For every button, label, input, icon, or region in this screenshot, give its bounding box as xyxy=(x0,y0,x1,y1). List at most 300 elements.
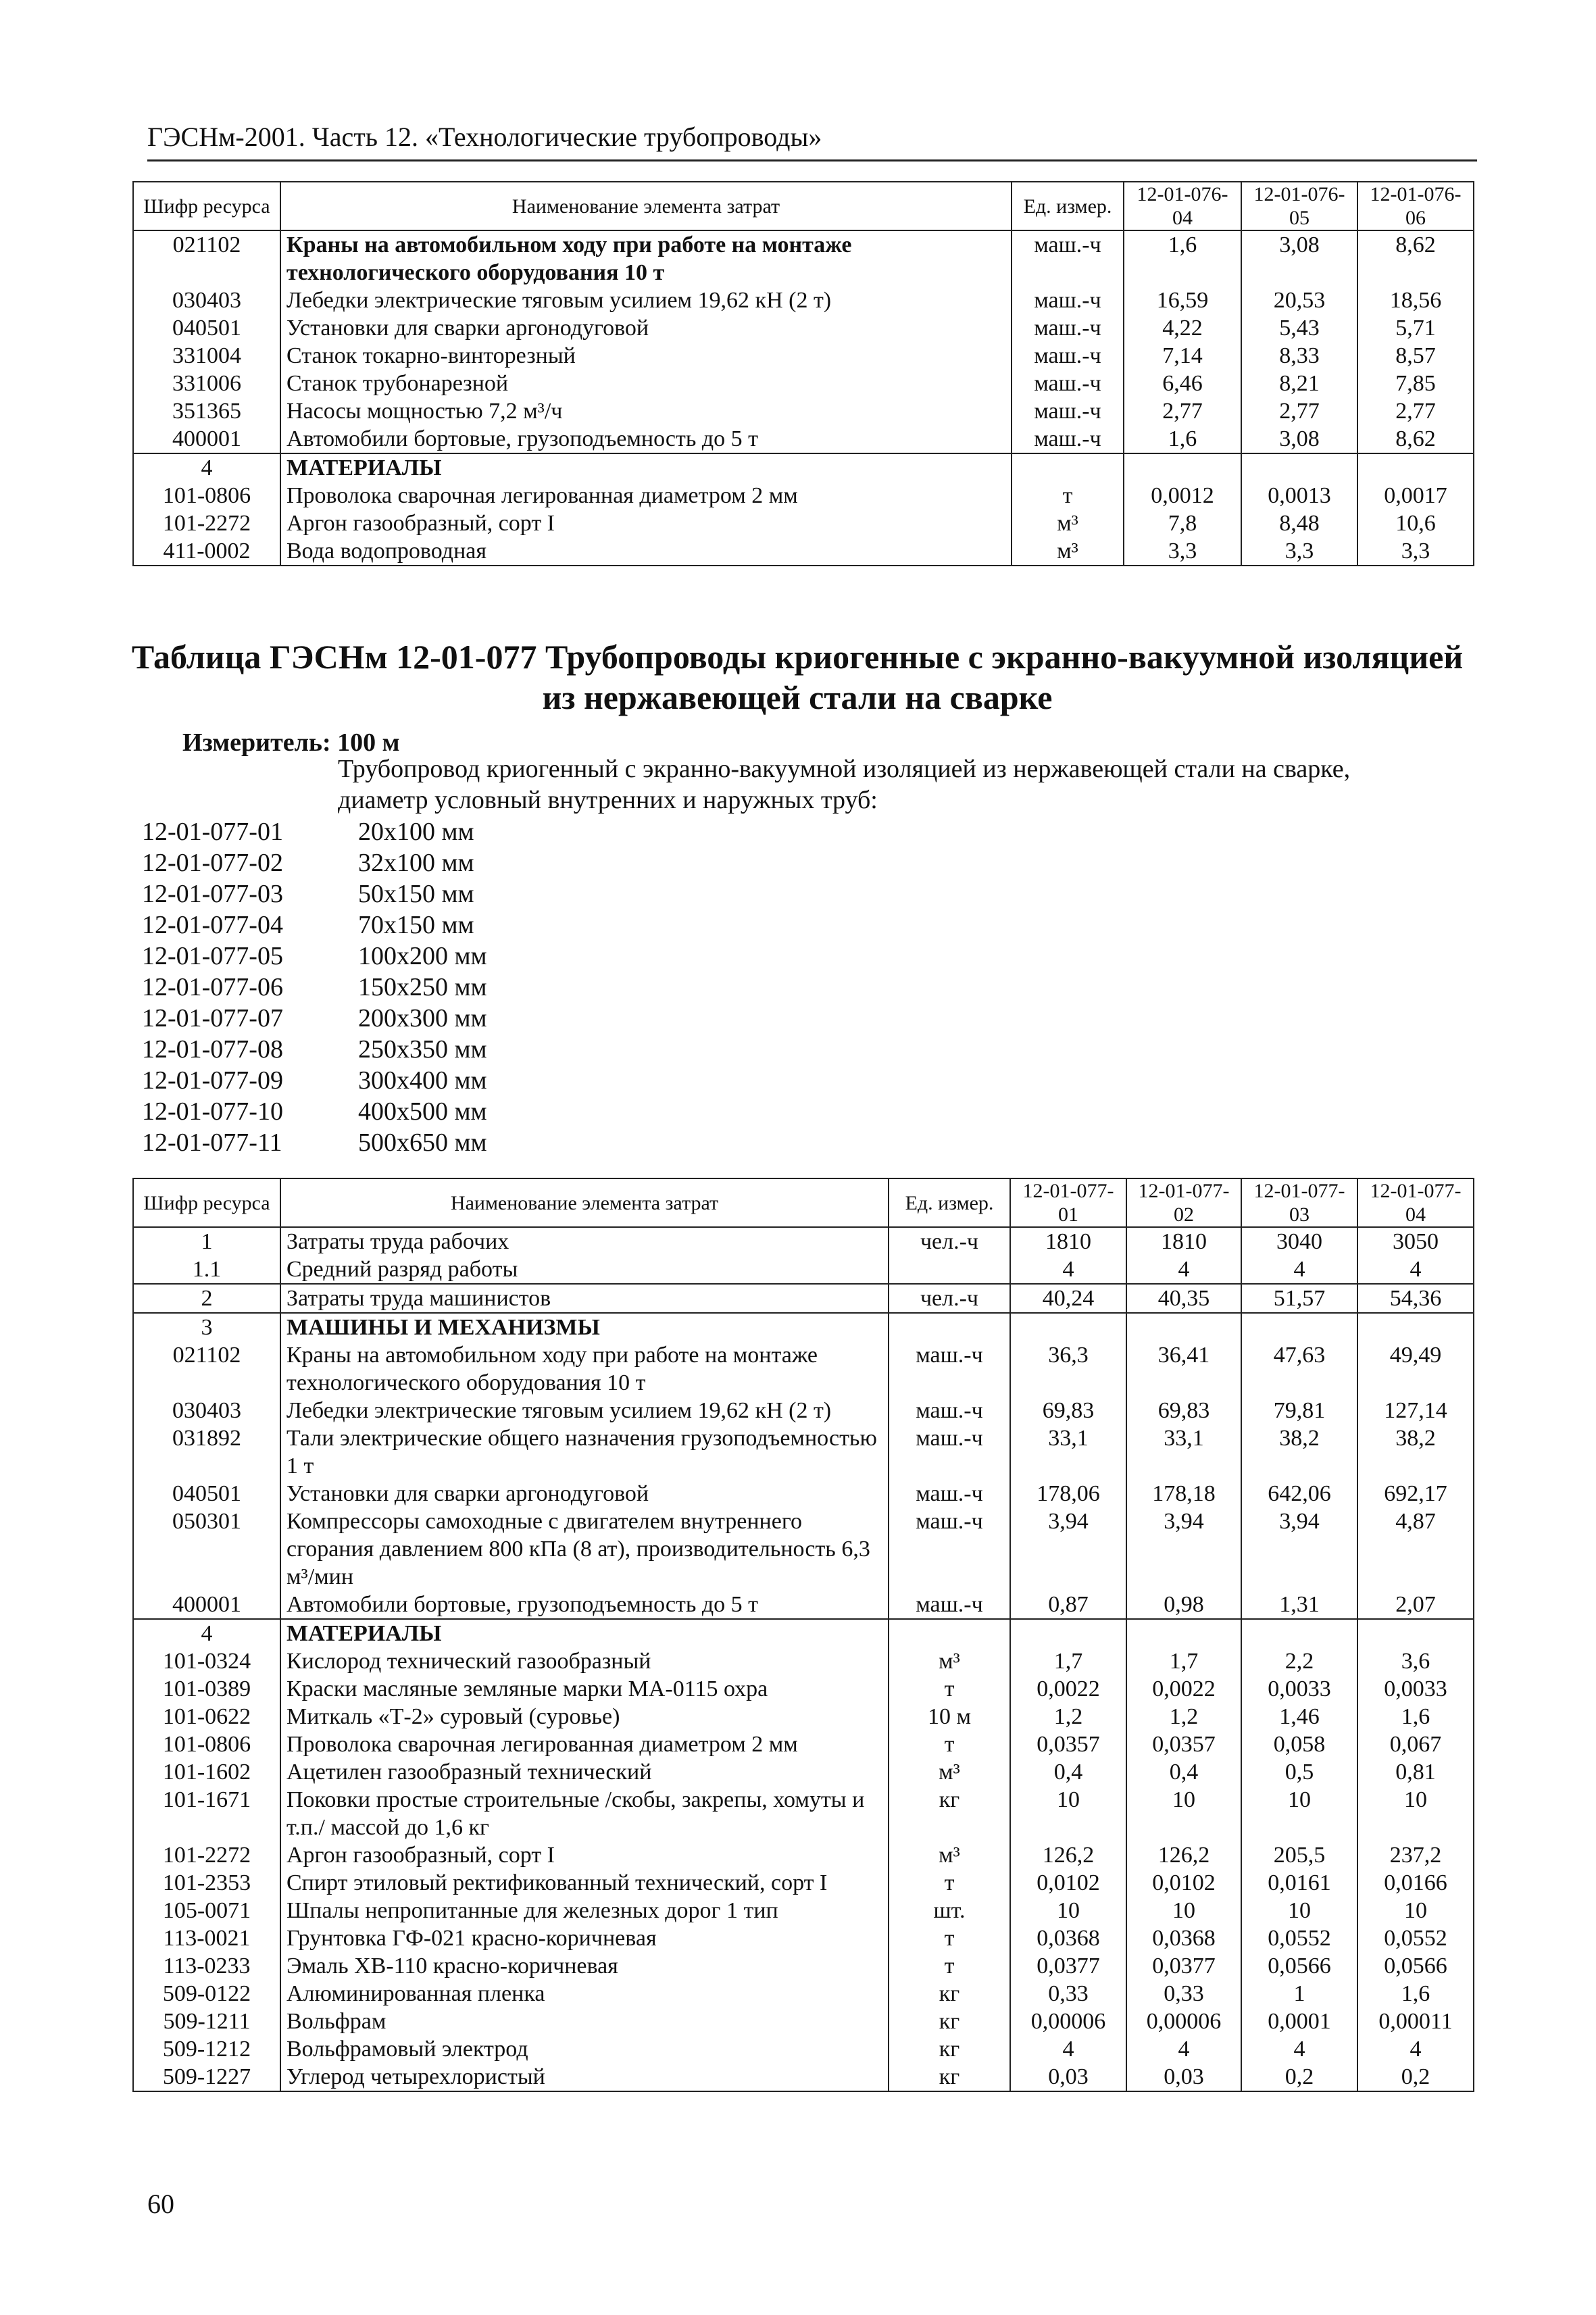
value-cell: 3,08 xyxy=(1241,425,1357,453)
unit: м³ xyxy=(889,1758,1010,1786)
value-cell: 126,2 xyxy=(1126,1841,1241,1869)
unit xyxy=(889,1313,1010,1341)
unit: т xyxy=(889,1675,1010,1703)
value-cell: 38,2 xyxy=(1241,1424,1357,1480)
item-code: 12-01-077-05 xyxy=(142,942,283,970)
unit: маш.-ч xyxy=(889,1591,1010,1619)
unit: кг xyxy=(889,1980,1010,2008)
resource-name: Ацетилен газообразный технический xyxy=(280,1758,889,1786)
table-row xyxy=(133,1869,1474,1897)
value-cell: 2,07 xyxy=(1357,1591,1474,1619)
list-item xyxy=(142,910,487,941)
resource-code: 509-0122 xyxy=(133,1980,280,2008)
value-cell: 237,2 xyxy=(1357,1841,1474,1869)
value-cell: 7,85 xyxy=(1357,370,1474,397)
value-cell: 0,98 xyxy=(1126,1591,1241,1619)
meter-label: Измеритель: 100 м xyxy=(182,728,400,757)
unit: маш.-ч xyxy=(889,1480,1010,1508)
value-cell: 79,81 xyxy=(1241,1397,1357,1424)
value-cell xyxy=(1010,1313,1126,1341)
table-header-row xyxy=(133,182,1474,230)
value-cell: 4 xyxy=(1010,1255,1126,1284)
value-cell xyxy=(1241,453,1357,482)
value-cell xyxy=(1357,453,1474,482)
list-item xyxy=(142,847,487,878)
value-cell: 178,06 xyxy=(1010,1480,1126,1508)
resource-table-077 xyxy=(132,1178,1474,2092)
resource-name: МАШИНЫ И МЕХАНИЗМЫ xyxy=(280,1313,889,1341)
value-cell: 8,21 xyxy=(1241,370,1357,397)
value-cell: 3050 xyxy=(1357,1227,1474,1255)
value-cell: 1,6 xyxy=(1357,1703,1474,1731)
table-row xyxy=(133,1647,1474,1675)
value-cell xyxy=(1357,1313,1474,1341)
item-size: 50x150 мм xyxy=(358,880,474,908)
value-cell: 2,77 xyxy=(1357,397,1474,425)
value-cell: 0,0377 xyxy=(1010,1952,1126,1980)
resource-name: Затраты труда рабочих xyxy=(280,1227,889,1255)
value-cell: 1,7 xyxy=(1126,1647,1241,1675)
list-item xyxy=(142,972,487,1003)
unit: т xyxy=(1012,482,1124,509)
value-cell: 0,0566 xyxy=(1357,1952,1474,1980)
item-code: 12-01-077-09 xyxy=(142,1066,283,1095)
header-col-1: 12-01-077-01 xyxy=(1010,1178,1126,1227)
resource-name: Вода водопроводная xyxy=(280,537,1012,566)
item-code: 12-01-077-01 xyxy=(142,818,283,846)
value-cell: 69,83 xyxy=(1010,1397,1126,1424)
value-cell: 51,57 xyxy=(1241,1284,1357,1313)
value-cell: 4,87 xyxy=(1357,1508,1474,1591)
value-cell: 0,33 xyxy=(1010,1980,1126,2008)
resource-code: 1.1 xyxy=(133,1255,280,1284)
value-cell: 178,18 xyxy=(1126,1480,1241,1508)
value-cell: 10 xyxy=(1357,1786,1474,1841)
value-cell: 3040 xyxy=(1241,1227,1357,1255)
header-col-2: 12-01-076-05 xyxy=(1241,182,1357,230)
value-cell: 47,63 xyxy=(1241,1341,1357,1397)
value-cell: 0,058 xyxy=(1241,1731,1357,1758)
resource-name: Спирт этиловый ректификованный технический, сорт I xyxy=(280,1869,889,1897)
value-cell: 33,1 xyxy=(1010,1424,1126,1480)
value-cell: 54,36 xyxy=(1357,1284,1474,1313)
value-cell: 10 xyxy=(1357,1897,1474,1924)
value-cell: 40,24 xyxy=(1010,1284,1126,1313)
unit: маш.-ч xyxy=(889,1508,1010,1591)
value-cell: 3,94 xyxy=(1126,1508,1241,1591)
unit: маш.-ч xyxy=(889,1397,1010,1424)
resource-name: Установки для сварки аргонодуговой xyxy=(280,1480,889,1508)
item-size: 70x150 мм xyxy=(358,911,474,939)
list-item xyxy=(142,1065,487,1096)
value-cell: 3,94 xyxy=(1010,1508,1126,1591)
value-cell: 1 xyxy=(1241,1980,1357,2008)
resource-code: 2 xyxy=(133,1284,280,1313)
item-size: 250x350 мм xyxy=(358,1035,487,1064)
page-number: 60 xyxy=(147,2189,174,2219)
table-row xyxy=(133,1980,1474,2008)
value-cell: 0,0368 xyxy=(1126,1924,1241,1952)
value-cell: 36,3 xyxy=(1010,1341,1126,1397)
resource-name: Компрессоры самоходные с двигателем внутреннего сгорания давлением 800 кПа (8 ат), производительность 6,3 м³/мин xyxy=(280,1508,889,1591)
value-cell: 0,0012 xyxy=(1124,482,1241,509)
table-row xyxy=(133,1397,1474,1424)
item-size: 150x250 мм xyxy=(358,973,487,1001)
table-row xyxy=(133,537,1474,566)
resource-name: МАТЕРИАЛЫ xyxy=(280,1619,889,1647)
unit: чел.-ч xyxy=(889,1227,1010,1255)
resource-table-076 xyxy=(132,181,1474,566)
resource-code: 3 xyxy=(133,1313,280,1341)
value-cell: 8,62 xyxy=(1357,425,1474,453)
resource-code: 105-0071 xyxy=(133,1897,280,1924)
unit: м³ xyxy=(889,1841,1010,1869)
resource-name: Вольфрамовый электрод xyxy=(280,2035,889,2063)
header-code: Шифр ресурса xyxy=(133,182,280,230)
page-header: ГЭСНм-2001. Часть 12. «Технологические трубопроводы» xyxy=(147,122,1477,161)
resource-code: 021102 xyxy=(133,1341,280,1397)
value-cell: 0,4 xyxy=(1010,1758,1126,1786)
resource-code: 4 xyxy=(133,453,280,482)
value-cell: 0,87 xyxy=(1010,1591,1126,1619)
value-cell: 0,03 xyxy=(1126,2063,1241,2091)
resource-code: 509-1211 xyxy=(133,2008,280,2035)
resource-name: Вольфрам xyxy=(280,2008,889,2035)
table-row xyxy=(133,1897,1474,1924)
table-row xyxy=(133,2035,1474,2063)
resource-code: 031892 xyxy=(133,1424,280,1480)
value-cell: 3,3 xyxy=(1241,537,1357,566)
list-item xyxy=(142,1127,487,1158)
value-cell: 49,49 xyxy=(1357,1341,1474,1397)
table-row xyxy=(133,509,1474,537)
resource-name: Насосы мощностью 7,2 м³/ч xyxy=(280,397,1012,425)
table-row xyxy=(133,1675,1474,1703)
value-cell: 0,0033 xyxy=(1357,1675,1474,1703)
resource-name: Лебедки электрические тяговым усилием 19,62 кН (2 т) xyxy=(280,287,1012,314)
value-cell: 40,35 xyxy=(1126,1284,1241,1313)
unit: маш.-ч xyxy=(1012,425,1124,453)
value-cell: 0,0102 xyxy=(1126,1869,1241,1897)
resource-code: 331006 xyxy=(133,370,280,397)
value-cell: 0,0357 xyxy=(1126,1731,1241,1758)
value-cell: 692,17 xyxy=(1357,1480,1474,1508)
header-name: Наименование элемента затрат xyxy=(280,182,1012,230)
header-unit: Ед. измер. xyxy=(889,1178,1010,1227)
value-cell: 0,0161 xyxy=(1241,1869,1357,1897)
resource-name: Средний разряд работы xyxy=(280,1255,889,1284)
value-cell: 2,2 xyxy=(1241,1647,1357,1675)
value-cell: 4,22 xyxy=(1124,314,1241,342)
value-cell: 0,5 xyxy=(1241,1758,1357,1786)
resource-name: Миткаль «Т-2» суровый (суровье) xyxy=(280,1703,889,1731)
unit: т xyxy=(889,1952,1010,1980)
table-row xyxy=(133,1786,1474,1841)
unit: маш.-ч xyxy=(1012,314,1124,342)
unit: м³ xyxy=(1012,509,1124,537)
value-cell: 0,00006 xyxy=(1126,2008,1241,2035)
value-cell: 205,5 xyxy=(1241,1841,1357,1869)
resource-name: Поковки простые строительные /скобы, закрепы, хомуты и т.п./ массой до 1,6 кг xyxy=(280,1786,889,1841)
value-cell: 642,06 xyxy=(1241,1480,1357,1508)
list-item xyxy=(142,816,487,847)
unit: кг xyxy=(889,2063,1010,2091)
unit: маш.-ч xyxy=(889,1341,1010,1397)
value-cell: 7,8 xyxy=(1124,509,1241,537)
value-cell: 8,48 xyxy=(1241,509,1357,537)
value-cell: 0,00006 xyxy=(1010,2008,1126,2035)
unit: м³ xyxy=(889,1647,1010,1675)
table-row xyxy=(133,2008,1474,2035)
resource-name: Лебедки электрические тяговым усилием 19,62 кН (2 т) xyxy=(280,1397,889,1424)
header-col-3: 12-01-077-03 xyxy=(1241,1178,1357,1227)
unit: маш.-ч xyxy=(1012,342,1124,370)
unit: 10 м xyxy=(889,1703,1010,1731)
section-row xyxy=(133,1313,1474,1341)
table-title-line-1: Таблица ГЭСНм 12-01-077 Трубопроводы криогенные с экранно-вакуумной изоляцией xyxy=(131,638,1464,676)
value-cell xyxy=(1124,453,1241,482)
table-row xyxy=(133,1424,1474,1480)
table-row xyxy=(133,1255,1474,1284)
resource-name: Автомобили бортовые, грузоподъемность до 5 т xyxy=(280,1591,889,1619)
item-size: 100x200 мм xyxy=(358,942,487,970)
item-size: 200x300 мм xyxy=(358,1004,487,1032)
table-row xyxy=(133,397,1474,425)
resource-name: Углерод четырехлористый xyxy=(280,2063,889,2091)
resource-name: Проволока сварочная легированная диаметром 2 мм xyxy=(280,1731,889,1758)
value-cell: 2,77 xyxy=(1241,397,1357,425)
item-size: 300x400 мм xyxy=(358,1066,487,1095)
header-code: Шифр ресурса xyxy=(133,1178,280,1227)
value-cell: 18,56 xyxy=(1357,287,1474,314)
value-cell: 10 xyxy=(1241,1786,1357,1841)
value-cell xyxy=(1126,1619,1241,1647)
unit: шт. xyxy=(889,1897,1010,1924)
resource-name: Шпалы непропитанные для железных дорог 1 тип xyxy=(280,1897,889,1924)
unit: т xyxy=(889,1869,1010,1897)
value-cell: 0,0357 xyxy=(1010,1731,1126,1758)
unit: маш.-ч xyxy=(889,1424,1010,1480)
resource-code: 040501 xyxy=(133,1480,280,1508)
value-cell: 0,0377 xyxy=(1126,1952,1241,1980)
resource-code: 101-1602 xyxy=(133,1758,280,1786)
value-cell: 16,59 xyxy=(1124,287,1241,314)
value-cell: 7,14 xyxy=(1124,342,1241,370)
unit xyxy=(1012,453,1124,482)
resource-name: Затраты труда машинистов xyxy=(280,1284,889,1313)
resource-name: Проволока сварочная легированная диаметром 2 мм xyxy=(280,482,1012,509)
resource-name: МАТЕРИАЛЫ xyxy=(280,453,1012,482)
resource-code: 021102 xyxy=(133,230,280,287)
value-cell: 36,41 xyxy=(1126,1341,1241,1397)
value-cell: 3,08 xyxy=(1241,230,1357,287)
value-cell: 8,33 xyxy=(1241,342,1357,370)
unit: кг xyxy=(889,1786,1010,1841)
resource-name: Краски масляные земляные марки МА-0115 охра xyxy=(280,1675,889,1703)
value-cell: 0,0022 xyxy=(1010,1675,1126,1703)
list-item xyxy=(142,1034,487,1065)
value-cell xyxy=(1126,1313,1241,1341)
value-cell: 0,4 xyxy=(1126,1758,1241,1786)
item-size: 20x100 мм xyxy=(358,818,474,846)
resource-name: Тали электрические общего назначения грузоподъемностью 1 т xyxy=(280,1424,889,1480)
item-size: 500x650 мм xyxy=(358,1128,487,1157)
table-row xyxy=(133,1731,1474,1758)
header-col-3: 12-01-076-06 xyxy=(1357,182,1474,230)
resource-code: 411-0002 xyxy=(133,537,280,566)
value-cell: 10 xyxy=(1241,1897,1357,1924)
item-code: 12-01-077-10 xyxy=(142,1097,283,1126)
resource-code: 101-0806 xyxy=(133,482,280,509)
value-cell: 5,71 xyxy=(1357,314,1474,342)
section-row xyxy=(133,1227,1474,1255)
table-header-row xyxy=(133,1178,1474,1227)
table-row xyxy=(133,425,1474,453)
value-cell: 5,43 xyxy=(1241,314,1357,342)
resource-code: 101-2353 xyxy=(133,1869,280,1897)
table-row xyxy=(133,1952,1474,1980)
value-cell xyxy=(1010,1619,1126,1647)
resource-code: 101-1671 xyxy=(133,1786,280,1841)
value-cell: 4 xyxy=(1241,2035,1357,2063)
value-cell: 0,0166 xyxy=(1357,1869,1474,1897)
value-cell: 4 xyxy=(1126,2035,1241,2063)
value-cell: 38,2 xyxy=(1357,1424,1474,1480)
resource-name: Грунтовка ГФ-021 красно-коричневая xyxy=(280,1924,889,1952)
resource-code: 4 xyxy=(133,1619,280,1647)
table-row xyxy=(133,287,1474,314)
unit xyxy=(889,1619,1010,1647)
size-list xyxy=(142,816,487,1158)
value-cell: 3,94 xyxy=(1241,1508,1357,1591)
value-cell: 0,2 xyxy=(1241,2063,1357,2091)
resource-name: Станок трубонарезной xyxy=(280,370,1012,397)
value-cell: 0,00011 xyxy=(1357,2008,1474,2035)
value-cell: 4 xyxy=(1357,1255,1474,1284)
section-row xyxy=(133,1619,1474,1647)
value-cell: 1,7 xyxy=(1010,1647,1126,1675)
item-code: 12-01-077-03 xyxy=(142,880,283,908)
value-cell xyxy=(1241,1619,1357,1647)
resource-code: 101-0324 xyxy=(133,1647,280,1675)
section-row xyxy=(133,1284,1474,1313)
resource-code: 351365 xyxy=(133,397,280,425)
value-cell: 0,0566 xyxy=(1241,1952,1357,1980)
resource-code: 509-1227 xyxy=(133,2063,280,2091)
resource-code: 509-1212 xyxy=(133,2035,280,2063)
table-row xyxy=(133,230,1474,287)
value-cell: 1,2 xyxy=(1126,1703,1241,1731)
value-cell: 1,31 xyxy=(1241,1591,1357,1619)
value-cell: 33,1 xyxy=(1126,1424,1241,1480)
value-cell: 0,0552 xyxy=(1241,1924,1357,1952)
table-row xyxy=(133,342,1474,370)
resource-name: Эмаль ХВ-110 красно-коричневая xyxy=(280,1952,889,1980)
unit: маш.-ч xyxy=(1012,370,1124,397)
value-cell xyxy=(1357,1619,1474,1647)
header-unit: Ед. измер. xyxy=(1012,182,1124,230)
value-cell: 4 xyxy=(1010,2035,1126,2063)
item-code: 12-01-077-07 xyxy=(142,1004,283,1032)
value-cell: 4 xyxy=(1241,1255,1357,1284)
value-cell: 0,33 xyxy=(1126,1980,1241,2008)
value-cell: 20,53 xyxy=(1241,287,1357,314)
value-cell xyxy=(1241,1313,1357,1341)
resource-code: 101-0389 xyxy=(133,1675,280,1703)
value-cell: 4 xyxy=(1357,2035,1474,2063)
value-cell: 2,77 xyxy=(1124,397,1241,425)
value-cell: 0,03 xyxy=(1010,2063,1126,2091)
unit: кг xyxy=(889,2008,1010,2035)
resource-code: 030403 xyxy=(133,287,280,314)
unit: кг xyxy=(889,2035,1010,2063)
value-cell: 6,46 xyxy=(1124,370,1241,397)
unit: м³ xyxy=(1012,537,1124,566)
value-cell: 10 xyxy=(1126,1786,1241,1841)
table-row xyxy=(133,1758,1474,1786)
section-row xyxy=(133,453,1474,482)
unit: т xyxy=(889,1924,1010,1952)
value-cell: 4 xyxy=(1126,1255,1241,1284)
resource-code: 050301 xyxy=(133,1508,280,1591)
unit: т xyxy=(889,1731,1010,1758)
value-cell: 0,0033 xyxy=(1241,1675,1357,1703)
item-code: 12-01-077-08 xyxy=(142,1035,283,1064)
resource-code: 040501 xyxy=(133,314,280,342)
resource-code: 101-0806 xyxy=(133,1731,280,1758)
value-cell: 1,6 xyxy=(1357,1980,1474,2008)
item-code: 12-01-077-04 xyxy=(142,911,283,939)
header-name: Наименование элемента затрат xyxy=(280,1178,889,1227)
header-col-4: 12-01-077-04 xyxy=(1357,1178,1474,1227)
list-item xyxy=(142,941,487,972)
unit: маш.-ч xyxy=(1012,287,1124,314)
value-cell: 69,83 xyxy=(1126,1397,1241,1424)
item-size: 32x100 мм xyxy=(358,849,474,877)
value-cell: 127,14 xyxy=(1357,1397,1474,1424)
resource-code: 331004 xyxy=(133,342,280,370)
value-cell: 3,3 xyxy=(1124,537,1241,566)
resource-name: Аргон газообразный, сорт I xyxy=(280,509,1012,537)
value-cell: 10 xyxy=(1126,1897,1241,1924)
value-cell: 0,0013 xyxy=(1241,482,1357,509)
value-cell: 8,62 xyxy=(1357,230,1474,287)
value-cell: 1,2 xyxy=(1010,1703,1126,1731)
table-row xyxy=(133,1841,1474,1869)
value-cell: 0,0001 xyxy=(1241,2008,1357,2035)
table-row xyxy=(133,370,1474,397)
resource-name: Алюминированная пленка xyxy=(280,1980,889,2008)
value-cell: 0,81 xyxy=(1357,1758,1474,1786)
value-cell: 1810 xyxy=(1126,1227,1241,1255)
list-item xyxy=(142,878,487,910)
header-col-1: 12-01-076-04 xyxy=(1124,182,1241,230)
header-col-2: 12-01-077-02 xyxy=(1126,1178,1241,1227)
resource-name: Аргон газообразный, сорт I xyxy=(280,1841,889,1869)
value-cell: 10 xyxy=(1010,1786,1126,1841)
resource-name: Кислород технический газообразный xyxy=(280,1647,889,1675)
item-code: 12-01-077-02 xyxy=(142,849,283,877)
resource-name: Автомобили бортовые, грузоподъемность до 5 т xyxy=(280,425,1012,453)
resource-code: 1 xyxy=(133,1227,280,1255)
value-cell: 0,0017 xyxy=(1357,482,1474,509)
value-cell: 8,57 xyxy=(1357,342,1474,370)
table-row xyxy=(133,1924,1474,1952)
table-row xyxy=(133,1341,1474,1397)
value-cell: 0,0368 xyxy=(1010,1924,1126,1952)
table-row xyxy=(133,2063,1474,2091)
value-cell: 0,0102 xyxy=(1010,1869,1126,1897)
